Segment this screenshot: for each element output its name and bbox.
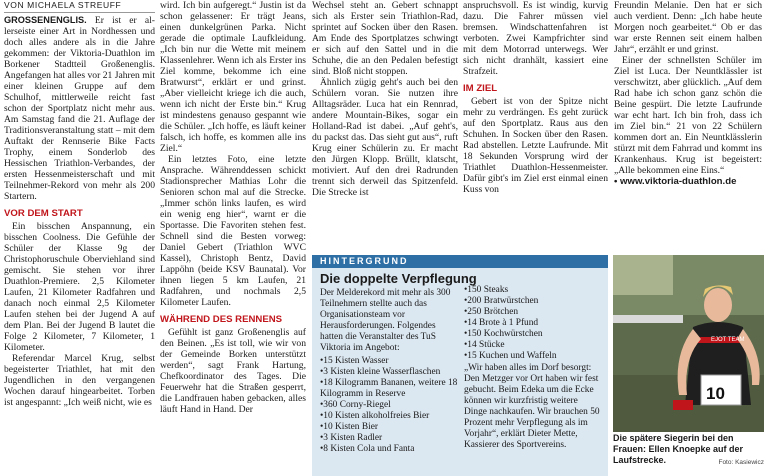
supply-item: • 15 Kuchen und Waffeln [464, 351, 602, 362]
jersey-text: EJOT TEAM [711, 337, 745, 343]
dateline: GROSSENENGLIS. [4, 15, 87, 25]
article-column-4 [463, 0, 608, 195]
paragraph: wird. Ich bin aufgeregt.“ Justin ist da schon gelassener: Er trägt Jeans, einen dunkelgrünen Parka. Nicht gerade die optimale Laufkleidung. „Ich bin nur die Wette mit meinem Klassenlehrer. Wenn ich als Erster ins Ziel komme, bekomme ich eine Bratwurst“, erklärt er und grinst. „Aber vielleicht kriege ich die auch, wenn ich nicht der Erste bin.“ Krug ist mindestens genauso gespannt wie die Schüler. „Ich hoffe, es läuft keiner falsch, ich hoffe, es kommen alle ins Ziel.“ [160, 0, 306, 154]
paragraph: Gebert ist von der Spitze nicht mehr zu verdrängen. Es geht zurück auf den Sportplatz. Raus aus den Schuhen. In Socken über den Rasen. Rad abstellen. Letzte Laufrunde. Mit 18 Sekunden Vorsprung wird der Triathlet Duathlon-Hessenmeister. Dafür gibt's im Ziel erst einmal einen Kuss von [463, 96, 608, 195]
paragraph: Einer der schnellsten Schüler im Ziel ist Luca. Der Neuntklässler ist verschwitzt, aber glücklich. „Auf dem Rad habe ich schon ganz schön die Beine gespürt. Die letzte Laufrunde war echt hart. Ich bin froh, dass ich im Ziel bin.“ 21 von 22 Schülern kommen dort an. Ein Neuntklässlerin stürzt mit dem Fahrrad und kommt ins Krankenhaus. Krug ist begeistert: „Alle bekommen eine Eins.“ [614, 55, 762, 176]
paragraph: Ein bisschen Anspannung, ein bisschen Coolness. Die Gefühle der Schüler der Klasse 9g der Christophoruschule Oberviehland sind gemischt. Sie stehen vor ihrer Duathlon-Premiere. 2,5 Kilometer Laufen, 21 Kilometer Radfahren und danach noch einmal 2,5 Kilometer Laufen stehen bei der Jugend A auf dem Plan. Bei der Jugend B lautet die Folge 2 Kilometer, 7 Kilometer, 1 Kilometer. [4, 221, 155, 353]
paragraph: Referendar Marcel Krug, selbst begeisterter Triathlet, hat mit den Jugendlichen in den vergangenen Wochen darauf hingearbeitet. Torben ist angespannt: „Ich weiß nicht, wie es [4, 353, 155, 408]
supply-item: • 18 Kilogramm Bananen, weitere 18 Kilogramm in Reserve [320, 378, 460, 400]
runner-photo-illustration [613, 255, 764, 432]
subheading-before-start: VOR DEM START [4, 208, 83, 219]
article-column-5 [614, 0, 762, 187]
box-title: Die doppelte Verpflegung [320, 271, 477, 286]
supply-list-right [464, 285, 602, 362]
box-intro: Der Melderekord mit mehr als 300 Teilnehmern stellte auch das Organisationsteam vor Herausforderungen. Folgendes hatten die Veranstalter des TuS Viktoria im Angebot: [320, 288, 451, 353]
supply-item: • 200 Bratwürstchen [464, 296, 602, 307]
supply-item: • 360 Corny-Riegel [320, 400, 460, 411]
supply-list-left [320, 356, 460, 455]
box-right-column [464, 285, 602, 451]
paragraph: Er ist er al-lerseiste einer Art in Nordhessen und doch alles andere als in die Jahre gekommen: der Viktoria-Duathlon im Borkener Stadtteil Großenenglis. Angefangen hat alles vor 21 Jahren mit einer kleinen Gruppe auf dem Schulhof, mittlerweile reicht fast schon der Sportplatz nicht mehr aus. Am Samstag fand die 21. Auflage der Traditionsveranstaltung statt – mit dem Auftakt der Rennserie Bike Facts Trophy, einem Sonderlob des Hessischen Triathlon-Verbandes, der ersten Hessenmeisterschaft und mit Teilnehmer-Rekord von mehr als 200 Startern. [4, 15, 155, 202]
runner-photo [613, 255, 764, 432]
photo-caption [613, 433, 764, 468]
supply-item: • 3 Kisten Radler [320, 433, 460, 444]
caption-text: Die spätere Siegerin bei den Frauen: Ellen Knoepke auf der Laufstrecke. [613, 433, 744, 465]
subheading-during-race: WÄHREND DES RENNENS [160, 314, 283, 325]
background-box [312, 255, 608, 476]
article-column-3 [312, 0, 458, 198]
bib-number: 10 [706, 384, 725, 403]
supply-item: • 150 Kochwürstchen [464, 329, 602, 340]
supply-item: • 8 Kisten Cola und Fanta [320, 444, 460, 455]
supply-item: • 15 Kisten Wasser [320, 356, 460, 367]
paragraph: Ein letztes Foto, eine letzte Ansprache. Währenddessen schickt Stadionsprecher Mathias Lohr die Senioren schon mal auf die Strecke. „Immer schön links laufen, es wird ein wenig eng hier“, warnt er die Sportasse. Die Favoriten stehen fest. Schnell sind die Besten vorweg: Daniel Gebert (Triathlon WVC Kassel), Christoph Bentz, David Lappöhn (beide KSV Baunatal). Vor ihnen liegen 5 km Laufen, 21 Radfahren, und nochmals 2,5 Kilometer Laufen. [160, 154, 306, 308]
website-link[interactable]: • www.viktoria-duathlon.de [614, 176, 737, 187]
paragraph: Ähnlich zügig geht's auch bei den Schülern voran. Sie nutzen ihre Alltagsräder. Luca hat ein Rennrad, andere Mountain-Bikes, sogar ein Holland-Rad ist dabei. „Auf geht's, du packst das. Das sieht gut aus“, ruft Krug einer Schülerin zu. Er macht den Jürgen Klopp. Brüllt, klatscht, motiviert. Auf den drei Radrunden trennt sich derweil das Spitzenfeld. Die Strecke ist [312, 77, 458, 198]
paragraph: Freundin Melanie. Den hat er sich auch verdient. Denn: „Ich habe heute Morgen noch gearbeitet.“ Ob er das war erste Rennen seit einem halben Jahr“, erzählt er und grinst. [614, 0, 762, 55]
supply-item: • 14 Stücke [464, 340, 602, 351]
supply-item: • 150 Steaks [464, 285, 602, 296]
subheading-finish: IM ZIEL [463, 83, 498, 94]
box-left-column [320, 288, 460, 455]
paragraph: Wechsel steht an. Gebert schnappt sich als Erster sein Triathlon-Rad, sprintet auf Socken über den Rasen. Am Ende des Sportplatzes schwingt er sich auf den Sattel und in die Schuhe, die an den Pedalen befestigt sind. Bloß nicht stoppen. [312, 0, 458, 77]
supply-item: • 10 Kisten alkoholfreies Bier [320, 411, 460, 422]
article-column-2 [160, 0, 306, 415]
paragraph: anspruchsvoll. Es ist windig, kurvig dazu. Die Fahrer müssen viel bremsen. Windschattenfahren ist verboten. Zwei Kampfrichter sind mit dem Motorrad unterwegs. Wer sich nicht dranhält, kassiert eine Strafzeit. [463, 0, 608, 77]
byline: VON MICHAELA STREUFF [4, 0, 155, 13]
paragraph: Gefühlt ist ganz Großenenglis auf den Beinen. „Es ist toll, wie wir von der Gemeinde Borken unterstützt werden“, sagt Frank Hartung, Chefkoordinator des Tages. Die Feuerwehr hat die Straßen gesperrt, die Landfrauen haben gebacken, alles läuft Hand in Hand. Der [160, 327, 306, 415]
supply-item: • 10 Kisten Bier [320, 422, 460, 433]
article-column-1 [4, 0, 155, 408]
supply-item: • 250 Brötchen [464, 307, 602, 318]
supply-item: • 14 Brote à 1 Pfund [464, 318, 602, 329]
supply-item: • 3 Kisten kleine Wasserflaschen [320, 367, 460, 378]
box-outro: „Wir haben alles im Dorf besorgt: Den Metzger vor Ort haben wir fest gebucht. Beim Edeka um die Ecke können wir kurzfristig weitere Dinge nachkaufen. Wir brauchen 50 Prozent mehr Verpflegung als im Vorjahr“, erklärt Dieter Mette, Kassierer des Sportvereins. [464, 363, 600, 450]
photo-credit: Foto: Kasiewicz [718, 459, 764, 466]
box-tag: HINTERGRUND [312, 255, 608, 268]
